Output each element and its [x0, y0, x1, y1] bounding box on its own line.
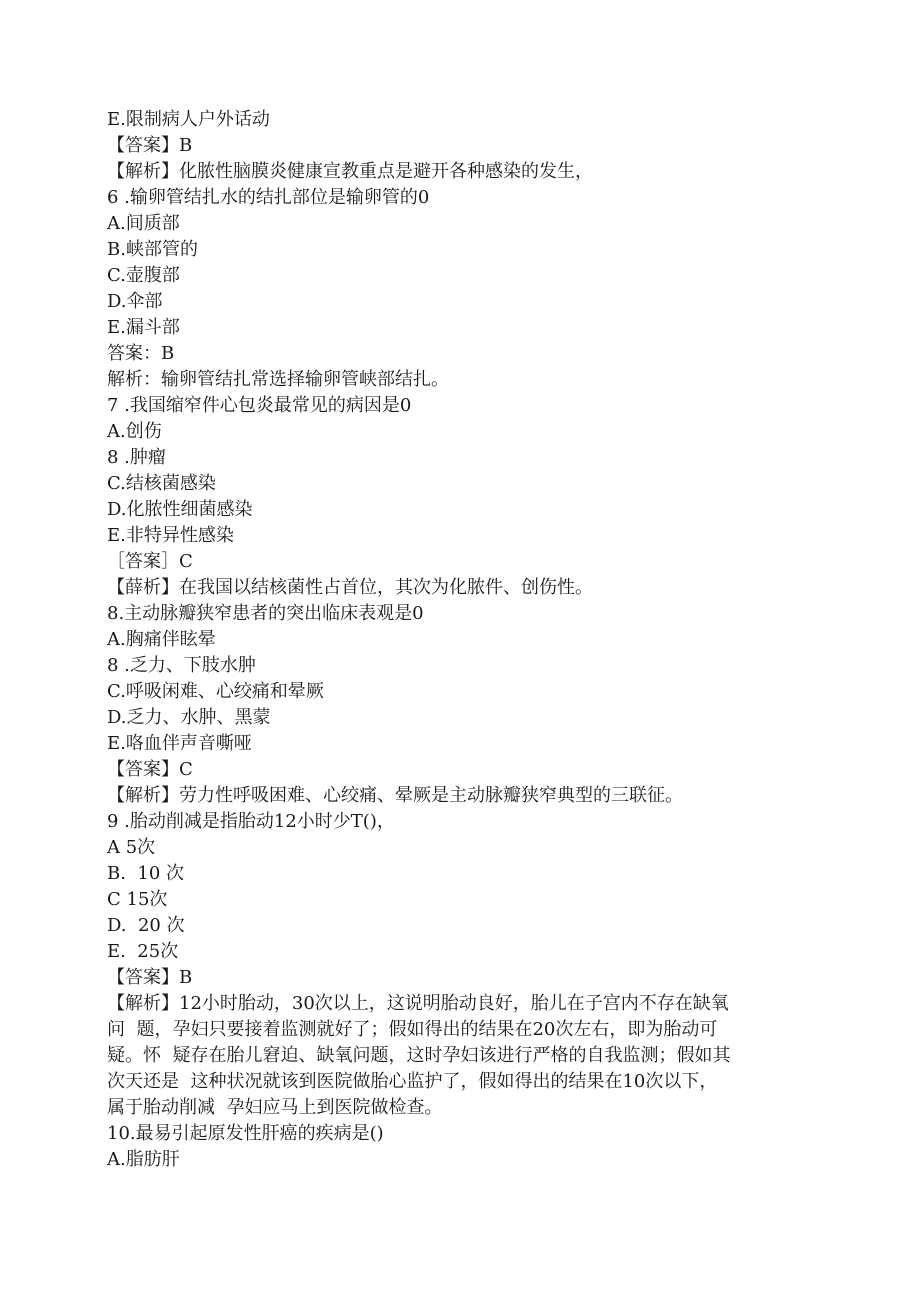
explanation-paragraph-line: 疑。怀 疑存在胎儿窘迫、缺氧问题，这时孕妇该进行严格的自我监测；假如其	[107, 1045, 731, 1066]
option-a: A.创伤	[107, 421, 162, 442]
document-page	[107, 107, 817, 1173]
option-e: E.限制病人户外话动	[107, 109, 270, 130]
option-a: A.间质部	[107, 213, 180, 234]
explanation-line: 【薛析】在我国以结核菌性占首位，其次为化脓件、创伤性。	[107, 577, 593, 598]
option-d: D. 20 次	[107, 915, 185, 936]
explanation-paragraph-line: 次天还是 这种状况就该到医院做胎心监护了，假如得出的结果在10次以下，	[107, 1071, 718, 1092]
option-c: C.结核菌感染	[107, 473, 216, 494]
explanation-paragraph-line: 属于胎动削减 孕妇应马上到医院做检查。	[107, 1097, 443, 1118]
answer-line: 【答案】B	[107, 967, 193, 988]
question-9: 9 .胎动削减是指胎动12小时少T()，	[107, 811, 395, 832]
explanation-line: 解析：输卵管结扎常选择输卵管峡部结扎。	[107, 369, 449, 390]
question-7: 7 .我国缩窄件心包炎最常见的病因是0	[107, 395, 412, 416]
explanation-paragraph-line: 【解析】12小时胎动，30次以上，这说明胎动良好，胎儿在子宫内不存在缺氧	[107, 993, 729, 1014]
answer-line: ［答案］C	[107, 551, 193, 572]
option-c: C.呼吸闲难、心绞痛和晕厥	[107, 681, 324, 702]
option-e: E. 25次	[107, 941, 179, 962]
option-e: E.咯血伴声音嘶哑	[107, 733, 252, 754]
answer-line: 【答案】C	[107, 759, 193, 780]
option-a: A.胸痛伴眩晕	[107, 629, 216, 650]
explanation-line: 【解析】劳力性呼吸困难、心绞痛、晕厥是主动脉瓣狭窄典型的三联征。	[107, 785, 683, 806]
option-b: B.峡部管的	[107, 239, 198, 260]
question-10: 10.最易引起原发性肝癌的疾病是()	[107, 1123, 384, 1144]
option-b: 8 .乏力、下肢水肿	[107, 655, 256, 676]
option-d: D.乏力、水肿、黑蒙	[107, 707, 271, 728]
option-a: A.脂肪肝	[107, 1149, 180, 1170]
explanation-paragraph-line: 问 题，孕妇只要接着监测就好了；假如得出的结果在20次左右，即为胎动可	[107, 1019, 718, 1040]
question-8: 8.主动脉瓣狭窄患者的突出临床表观是0	[107, 603, 424, 624]
option-a: A 5次	[107, 837, 156, 858]
option-c: C 15次	[107, 889, 168, 910]
option-b: B. 10 次	[107, 863, 185, 884]
explanation-line: 【解析】化脓性脑膜炎健康宣教重点是避开各种感染的发生，	[107, 161, 593, 182]
answer-line: 【答案】B	[107, 135, 193, 156]
option-e: E.非特异性感染	[107, 525, 234, 546]
option-d: D.化脓性细菌感染	[107, 499, 253, 520]
option-b: 8 .肿瘤	[107, 447, 166, 468]
answer-line: 答案：B	[107, 343, 175, 364]
question-6: 6 .输卵管结扎水的结扎部位是输卵管的0	[107, 187, 430, 208]
option-e: E.漏斗部	[107, 317, 180, 338]
option-c: C.壶腹部	[107, 265, 180, 286]
option-d: D.伞部	[107, 291, 163, 312]
